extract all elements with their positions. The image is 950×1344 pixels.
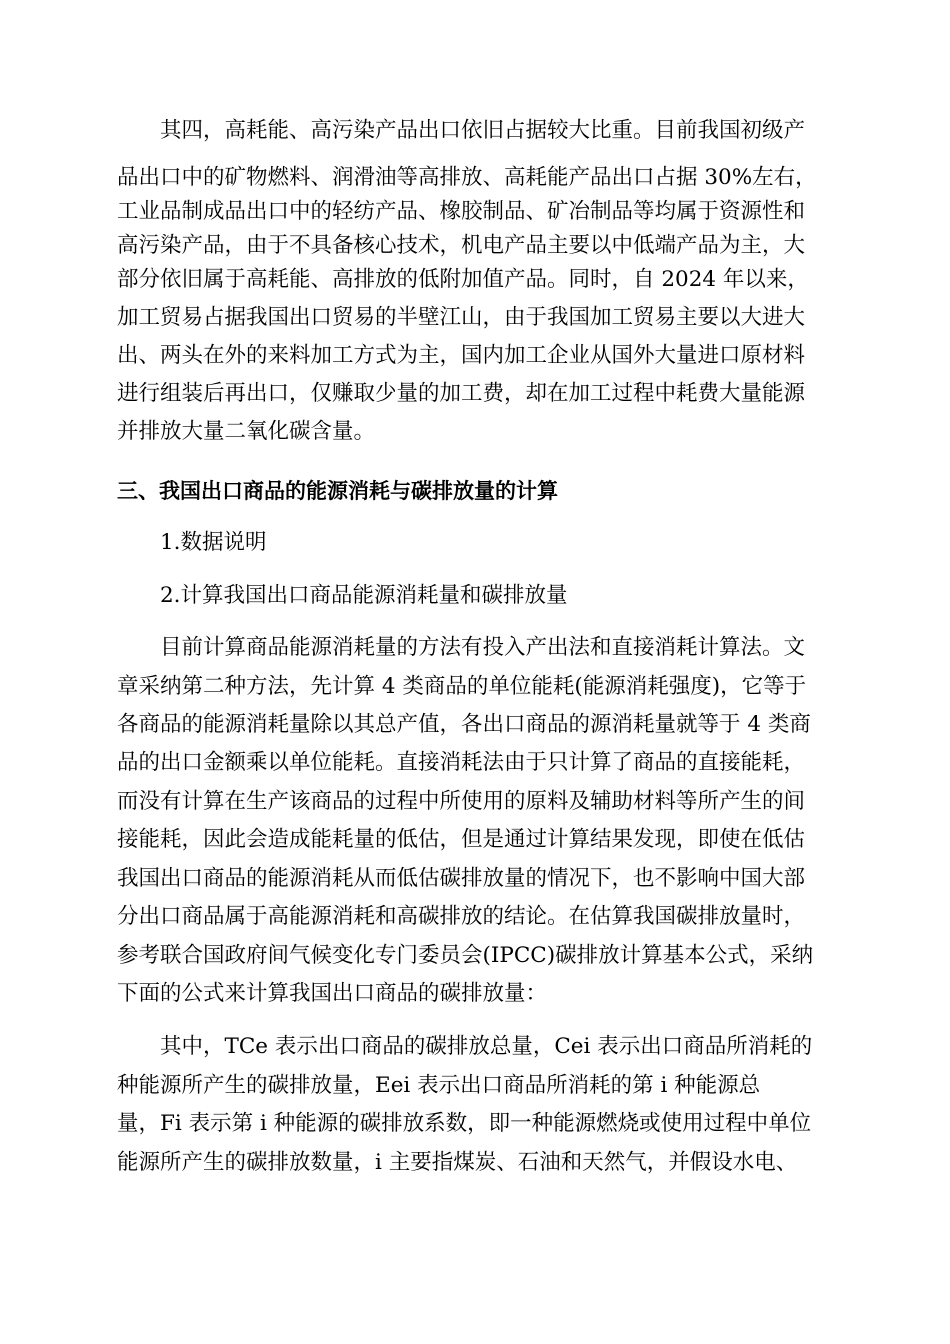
paragraph-3-line-1: 其中，TCe 表示出口商品的碳排放总量，Cei 表示出口商品所消耗的 — [160, 1034, 813, 1059]
paragraph-2-line-8: 分出口商品属于高能源消耗和高碳排放的结论。在估算我国碳排放量时， — [117, 904, 806, 929]
subheading-calculation: 2.计算我国出口商品能源消耗量和碳排放量 — [160, 583, 568, 608]
paragraph-2-line-5: 而没有计算在生产该商品的过程中所使用的原料及辅助材料等所产生的间 — [117, 789, 806, 814]
paragraph-1-line-1: 其四，高耗能、高污染产品出口依旧占据较大比重。目前我国初级产 — [160, 118, 806, 143]
paragraph-1-line-3: 工业品制成品出口中的轻纺产品、橡胶制品、矿冶制品等均属于资源性和 — [117, 199, 806, 224]
paragraph-2-line-4: 品的出口金额乘以单位能耗。直接消耗法由于只计算了商品的直接能耗， — [117, 750, 806, 775]
paragraph-1-line-5: 部分依旧属于高耗能、高排放的低附加值产品。同时，自 2024 年以来， — [117, 267, 809, 292]
section-heading: 三、我国出口商品的能源消耗与碳排放量的计算 — [117, 479, 558, 503]
paragraph-3-line-4: 能源所产生的碳排放数量，i 主要指煤炭、石油和天然气，并假设水电、 — [117, 1150, 798, 1175]
paragraph-1-line-8: 进行组装后再出口，仅赚取少量的加工费，却在加工过程中耗费大量能源 — [117, 381, 806, 406]
paragraph-1-line-9: 并排放大量二氧化碳含量。 — [117, 419, 376, 444]
paragraph-1-line-2: 品出口中的矿物燃料、润滑油等高排放、高耗能产品出口占据 30%左右， — [117, 165, 817, 190]
paragraph-1-line-4: 高污染产品，由于不具备核心技术，机电产品主要以中低端产品为主，大 — [117, 233, 806, 258]
paragraph-3-line-2: 种能源所产生的碳排放量，Eei 表示出口商品所消耗的第 i 种能源总 — [117, 1073, 761, 1098]
paragraph-2-line-6: 接能耗，因此会造成能耗量的低估，但是通过计算结果发现，即使在低估 — [117, 827, 806, 852]
paragraph-2-line-2: 章采纳第二种方法，先计算 4 类商品的单位能耗(能源消耗强度)，它等于 — [117, 674, 807, 699]
paragraph-2-line-7: 我国出口商品的能源消耗从而低估碳排放量的情况下，也不影响中国大部 — [117, 866, 806, 891]
paragraph-2-line-9: 参考联合国政府间气候变化专门委员会(IPCC)碳排放计算基本公式，采纳 — [117, 943, 814, 968]
subheading-data-description: 1.数据说明 — [160, 530, 267, 555]
paragraph-2-line-10: 下面的公式来计算我国出口商品的碳排放量： — [117, 981, 548, 1006]
paragraph-2-line-3: 各商品的能源消耗量除以其总产值，各出口商品的源消耗量就等于 4 类商 — [117, 712, 811, 737]
paragraph-1-line-7: 出、两头在外的来料加工方式为主，国内加工企业从国外大量进口原材料 — [117, 343, 806, 368]
paragraph-1-line-6: 加工贸易占据我国出口贸易的半壁江山，由于我国加工贸易主要以大进大 — [117, 305, 806, 330]
paragraph-2-line-1: 目前计算商品能源消耗量的方法有投入产出法和直接消耗计算法。文 — [160, 635, 806, 660]
paragraph-3-line-3: 量，Fi 表示第 i 种能源的碳排放系数，即一种能源燃烧或使用过程中单位 — [117, 1111, 812, 1136]
